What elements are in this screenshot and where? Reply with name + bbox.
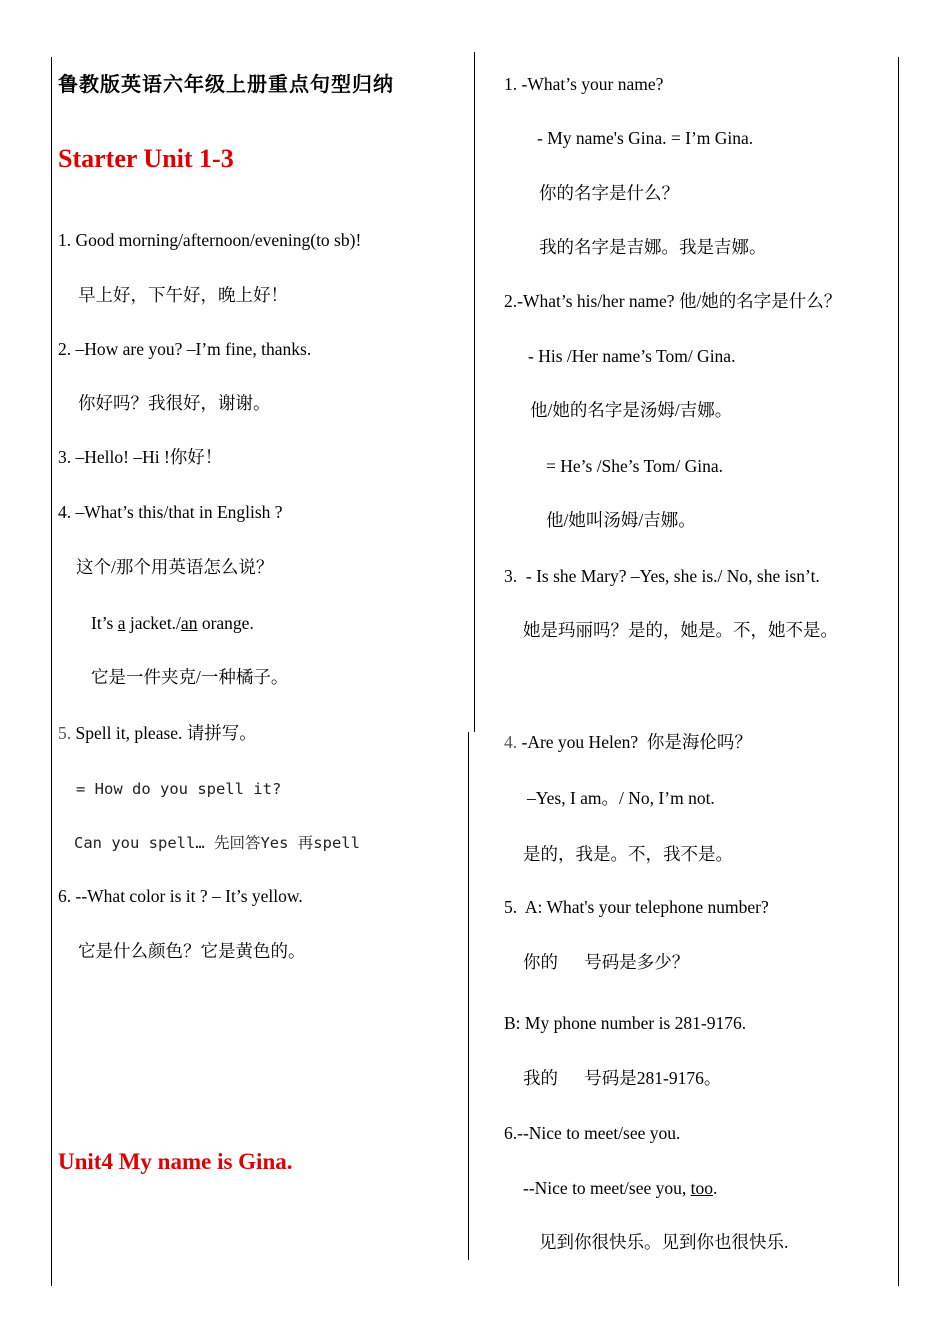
item-2-chinese: 你好吗？我很好，谢谢。 [78, 393, 271, 413]
column-divider-lower [468, 732, 469, 1260]
r4-number: 4. [504, 732, 518, 752]
r1-question: 1. -What’s your name? [504, 74, 664, 94]
r5-chinese-2: 我的 号码是281-9176。 [523, 1068, 722, 1088]
r2-chinese-2: 他/她叫汤姆/吉娜。 [546, 510, 696, 530]
item-5-text: Spell it, please. 请拼写。 [71, 723, 257, 743]
r4-question [504, 731, 752, 753]
answer-middle: jacket./ [125, 613, 181, 633]
r4-question-text: -Are you Helen? 你是海伦吗？ [517, 732, 752, 752]
unit4-heading: Unit4 My name is Gina. [58, 1149, 293, 1174]
r4-chinese: 是的，我是。不，我不是。 [523, 844, 733, 864]
r1-chinese-1: 你的名字是什么？ [539, 183, 679, 203]
r6-chinese: 见到你很快乐。见到你也很快乐. [539, 1232, 789, 1252]
item-5-tip: Can you spell… 先回答Yes 再spell [74, 834, 360, 852]
r6-question: 6.--Nice to meet/see you. [504, 1123, 681, 1143]
item-6-english: 6. --What color is it ? – It’s yellow. [58, 886, 303, 906]
item-4-chinese: 这个/那个用英语怎么说？ [76, 557, 274, 577]
item-2-english: 2. –How are you? –I’m fine, thanks. [58, 339, 312, 359]
r6-too: too [690, 1178, 714, 1198]
item-5-number: 5. [58, 723, 72, 743]
left-border-line [51, 57, 52, 1286]
item-5 [58, 722, 257, 744]
item-1-chinese: 早上好，下午好，晚上好！ [78, 285, 288, 305]
r2-answer: - His /Her name’s Tom/ Gina. [528, 346, 736, 366]
column-divider-upper [474, 52, 475, 732]
item-5-alternative: = How do you spell it? [76, 780, 282, 798]
item-4-english: 4. –What’s this/that in English ? [58, 502, 283, 522]
article-an: an [180, 613, 198, 633]
r5-question: 5. A: What's your telephone number? [504, 897, 769, 917]
right-border-line [898, 57, 899, 1286]
answer-prefix: It’s [91, 613, 118, 633]
r5-answer: B: My phone number is 281-9176. [504, 1013, 747, 1033]
r1-chinese-2: 我的名字是吉娜。我是吉娜。 [539, 237, 767, 257]
r2-chinese-1: 他/她的名字是汤姆/吉娜。 [530, 400, 733, 420]
item-4-answer-chinese: 它是一件夹克/一种橘子。 [91, 667, 289, 687]
item-4-answer [91, 612, 254, 634]
r2-alternative: = He’s /She’s Tom/ Gina. [546, 456, 723, 476]
r4-answer: –Yes, I am。/ No, I’m not. [527, 788, 715, 808]
r6-answer-suffix: . [713, 1178, 718, 1198]
item-1-english: 1. Good morning/afternoon/evening(to sb)! [58, 230, 362, 250]
r5-chinese-1: 你的 号码是多少？ [523, 952, 690, 972]
item-3: 3. –Hello! –Hi !你好！ [58, 447, 223, 467]
r6-answer-prefix: --Nice to meet/see you, [523, 1178, 691, 1198]
answer-suffix: orange. [197, 613, 254, 633]
document-title: 鲁教版英语六年级上册重点句型归纳 [58, 74, 394, 96]
r3-chinese: 她是玛丽吗？是的，她是。不，她不是。 [523, 620, 838, 640]
item-6-chinese: 它是什么颜色？它是黄色的。 [78, 941, 306, 961]
starter-unit-heading: Starter Unit 1-3 [58, 144, 234, 173]
article-a: a [117, 613, 126, 633]
r2-question: 2.-What’s his/her name? 他/她的名字是什么？ [504, 291, 842, 311]
r3-question: 3. - Is she Mary? –Yes, she is./ No, she isn’t. [504, 566, 820, 586]
r1-answer: - My name's Gina. = I’m Gina. [537, 128, 754, 148]
r6-answer [523, 1177, 717, 1199]
